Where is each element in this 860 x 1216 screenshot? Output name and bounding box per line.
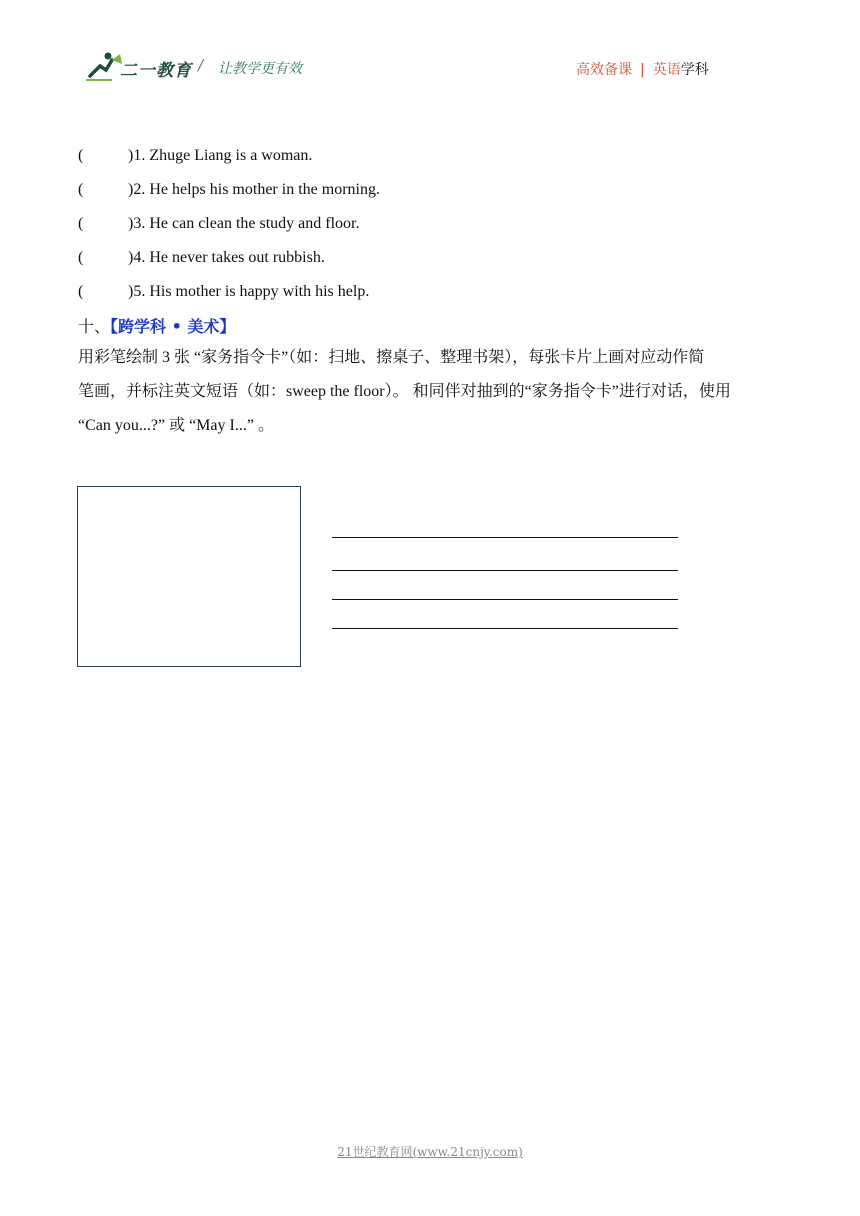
section-heading	[78, 314, 235, 337]
answer-blank[interactable]: (	[78, 147, 84, 164]
question-3	[78, 214, 359, 234]
header-slogan: 让教学更有效	[218, 61, 302, 77]
header-divider: /	[198, 56, 204, 74]
header-subject	[576, 59, 709, 79]
question-text: )2. He helps his mother in the morning.	[128, 181, 380, 198]
question-2	[78, 180, 380, 200]
answer-line-1[interactable]	[332, 537, 678, 538]
instruction-line-3: “Can you...?” 或 “May I...” 。	[78, 417, 274, 434]
header-label-english: 英语	[652, 62, 681, 78]
instruction-line-1: 用彩笔绘制 3 张 “家务指令卡”（如：扫地、擦桌子、整理书架），每张卡片上画对应动作简	[78, 349, 705, 366]
answer-blank[interactable]: (	[78, 181, 84, 198]
question-1	[78, 146, 312, 166]
answer-blank[interactable]: (	[78, 215, 84, 232]
header-separator: |	[640, 62, 645, 78]
instruction-line-2: 笔画，并标注英文短语（如：sweep the floor）。 和同伴对抽到的“家务指令卡”进行对话，使用	[78, 383, 731, 400]
answer-line-3[interactable]	[332, 599, 678, 600]
answer-blank[interactable]: (	[78, 249, 84, 266]
page-header	[0, 0, 860, 100]
header-label-subject: 学科	[680, 62, 709, 78]
answer-blank[interactable]: (	[78, 283, 84, 300]
section-tag: 【跨学科 • 美术】	[110, 317, 236, 336]
section-number: 十、	[78, 317, 111, 336]
answer-line-2[interactable]	[332, 570, 678, 571]
answer-line-4[interactable]	[332, 628, 678, 629]
question-4	[78, 248, 325, 268]
header-label-prep: 高效备课	[576, 62, 632, 78]
drawing-box[interactable]	[77, 486, 301, 667]
question-5	[78, 282, 369, 302]
page-footer	[0, 1143, 860, 1160]
question-text: )3. He can clean the study and floor.	[128, 215, 360, 232]
question-text: )5. His mother is happy with his help.	[128, 283, 370, 300]
question-text: )4. He never takes out rubbish.	[128, 249, 325, 266]
question-text: )1. Zhuge Liang is a woman.	[128, 147, 313, 164]
logo-text: 二一教育	[120, 61, 192, 81]
footer-link[interactable]: 21世纪教育网(www.21cnjy.com)	[337, 1145, 523, 1159]
